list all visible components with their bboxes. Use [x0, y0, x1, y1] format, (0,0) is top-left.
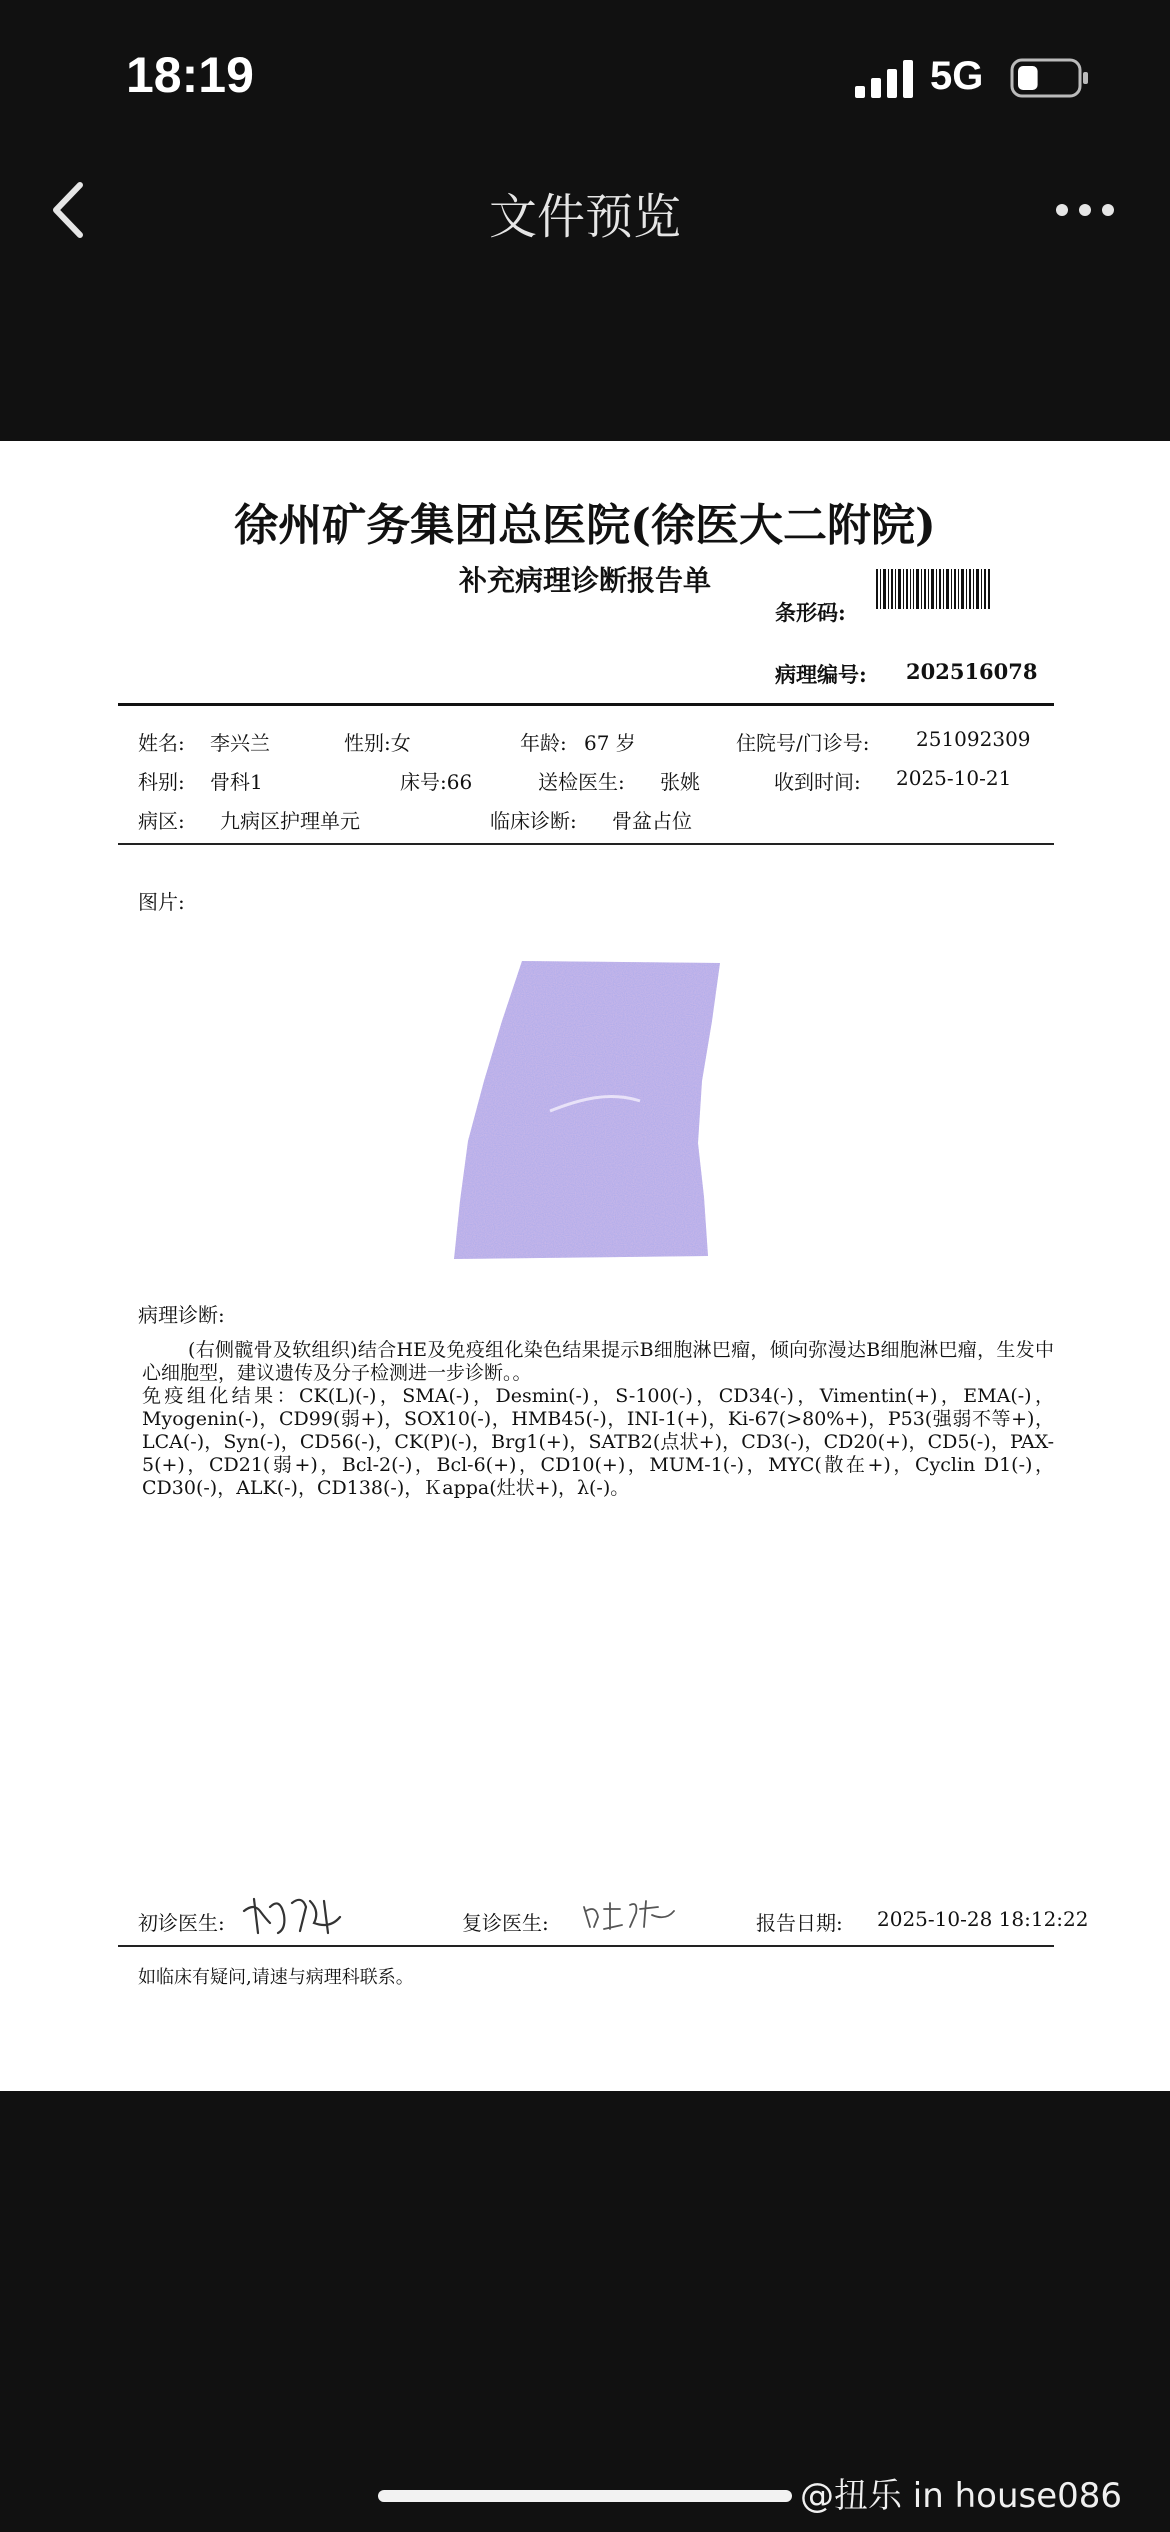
more-horizontal-icon[interactable]	[1050, 190, 1120, 230]
document-preview[interactable]	[0, 441, 1170, 2091]
nav-bar	[0, 150, 1170, 270]
pathology-number: 202516078	[906, 659, 1038, 684]
watermark: @扭乐 in house086	[800, 2476, 1123, 2516]
review-doctor-label: 复诊医生:	[462, 1911, 549, 1935]
network-type: 5G	[930, 54, 984, 98]
ward-label: 病区:	[138, 809, 185, 833]
initial-doctor-label: 初诊医生:	[138, 1911, 225, 1935]
patient-age: 67 岁	[584, 731, 636, 755]
page-title: 文件预览	[488, 189, 681, 245]
clinical-diagnosis: 骨盆占位	[612, 809, 692, 833]
doctor-label: 送检医生:	[538, 770, 625, 794]
divider	[118, 703, 1054, 706]
patient-name: 李兴兰	[210, 731, 270, 755]
age-label: 年龄:	[520, 731, 567, 755]
ward: 九病区护理单元	[220, 809, 360, 833]
divider	[118, 1945, 1054, 1947]
image-label: 图片:	[138, 890, 185, 914]
bed-number: 床号:66	[400, 770, 473, 794]
status-bar	[0, 0, 1170, 150]
pathology-number-label: 病理编号:	[775, 662, 867, 687]
received-date: 2025-10-21	[896, 766, 1012, 790]
histology-image	[440, 961, 740, 1261]
report-date-label: 报告日期:	[756, 1911, 843, 1935]
divider	[118, 843, 1054, 845]
patient-gender: 性别:女	[344, 731, 411, 755]
report-title: 补充病理诊断报告单	[458, 564, 711, 597]
ihc-results: 免疫组化结果：CK(L)(-)，SMA(-)，Desmin(-)，S-100(-)，CD34(-)，Vimentin(+)，EMA(-)，Myogenin(-)，CD99(弱+)，SOX10(-)，HMB45(-)，INI-1(+)，Ki-67(>80%+)，P53(强弱不等+)，LCA(-)，Syn(-)，CD56(-)，CK(P)(-)，Brg1(+)，SATB2(点状+)，CD3(-)，CD20(+)，CD5(-)，PAX-5(+)，CD21(弱+)，Bcl-2(-)，Bcl-6(+)，CD10(+)，MUM-1(-)，MYC(散在+)，Cyclin D1(-)，CD30(-)，ALK(-)，CD138(-)，Ｋappa(灶状+)，λ(-)。	[142, 1385, 1054, 1499]
inpatient-label: 住院号/门诊号:	[736, 731, 870, 755]
diagnosis-text: (右侧髋骨及软组织)结合HE及免疫组化染色结果提示B细胞淋巴瘤，倾向弥漫达B细胞淋巴瘤，生发中心细胞型，建议遗传及分子检测进一步诊断。。	[142, 1339, 1054, 1384]
clinical-diagnosis-label: 临床诊断:	[490, 809, 577, 833]
initial-doctor-signature	[240, 1893, 352, 1937]
hospital-name: 徐州矿务集团总医院(徐医大二附院)	[234, 500, 936, 551]
department: 骨科1	[210, 770, 263, 794]
barcode-label: 条形码:	[775, 600, 846, 625]
inpatient-number: 251092309	[916, 727, 1031, 751]
received-label: 收到时间:	[774, 770, 861, 794]
review-doctor-signature	[580, 1897, 680, 1933]
barcode-image	[876, 569, 990, 609]
disclaimer: 如临床有疑问,请速与病理科联系。	[138, 1967, 414, 1988]
home-indicator[interactable]	[378, 2490, 792, 2502]
report-date: 2025-10-28 18:12:22	[877, 1907, 1089, 1931]
status-time: 18:19	[126, 47, 254, 103]
diagnosis-label: 病理诊断:	[138, 1303, 225, 1327]
name-label: 姓名:	[138, 731, 185, 755]
referring-doctor: 张姚	[660, 770, 700, 794]
battery-icon	[1010, 58, 1090, 98]
department-label: 科别:	[138, 770, 185, 794]
cellular-signal-icon	[855, 60, 915, 98]
